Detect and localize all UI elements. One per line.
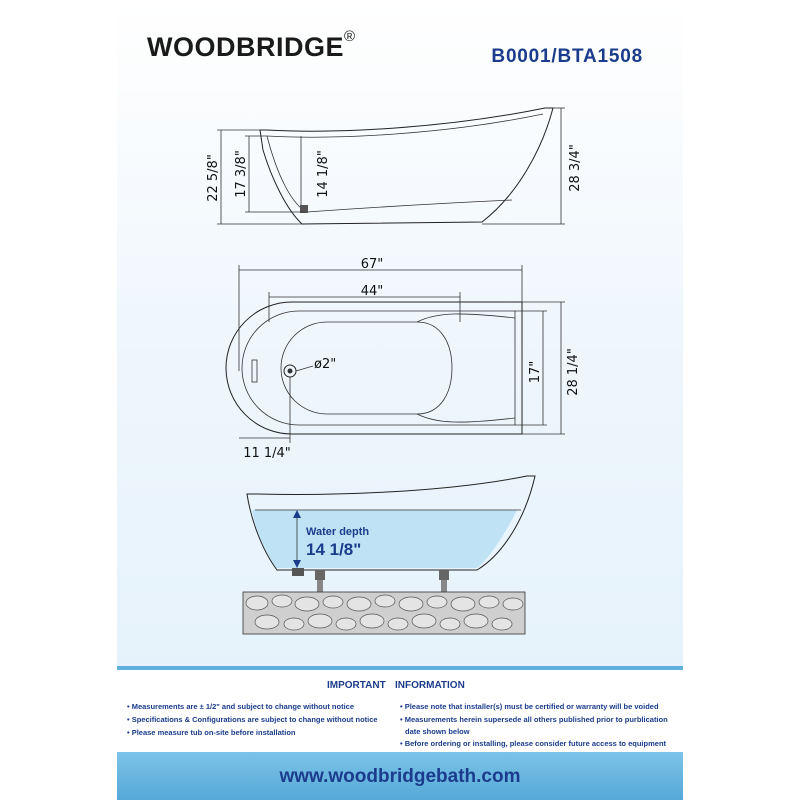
top-view [226, 257, 581, 461]
spec-sheet [117, 0, 683, 800]
dim-overall-height: 22 5/8" [206, 154, 221, 202]
dim-back-height: 28 3/4" [568, 144, 583, 192]
info-right-bullet: • Please note that installer(s) must be certified or warranty will be voided [400, 702, 659, 711]
technical-drawing [117, 0, 683, 666]
dim-drain-offset: 11 1/4" [243, 446, 291, 461]
registered-mark: ® [344, 28, 356, 45]
important-information [117, 670, 683, 752]
website-url: www.woodbridgebath.com [279, 766, 521, 787]
info-title-information: INFORMATION [395, 680, 465, 691]
water-depth-label: Water depth [306, 526, 370, 538]
info-left-bullet: • Measurements are ± 1/2" and subject to change without notice [127, 702, 355, 711]
dim-drain: ø2" [314, 357, 337, 372]
brand-name: WOODBRIDGE [147, 32, 344, 62]
info-title-important: IMPORTANT [327, 680, 386, 691]
side-view [206, 108, 583, 224]
info-right-bullet: date shown below [405, 727, 470, 736]
dim-inner-length: 44" [360, 284, 384, 299]
footer [117, 752, 683, 800]
water-view [243, 476, 535, 634]
info-right-bullet: • Before ordering or installing, please consider future access to equipment [400, 739, 667, 748]
dim-width: 28 1/4" [566, 348, 581, 396]
info-left-bullet: • Specifications & Configurations are subject to change without notice [127, 715, 378, 724]
model-number: B0001/BTA1508 [491, 46, 643, 67]
dim-headrest-inner: 17 3/8" [234, 150, 249, 198]
info-left-bullet: • Please measure tub on-site before installation [127, 728, 296, 737]
dim-inner-width: 17" [528, 360, 543, 384]
info-right-bullet: • Measurements herein supersede all others published prior to purblication [400, 715, 668, 724]
dim-length: 67" [360, 257, 384, 272]
water-depth-value: 14 1/8" [306, 540, 362, 559]
dim-inner-depth: 14 1/8" [316, 150, 331, 198]
